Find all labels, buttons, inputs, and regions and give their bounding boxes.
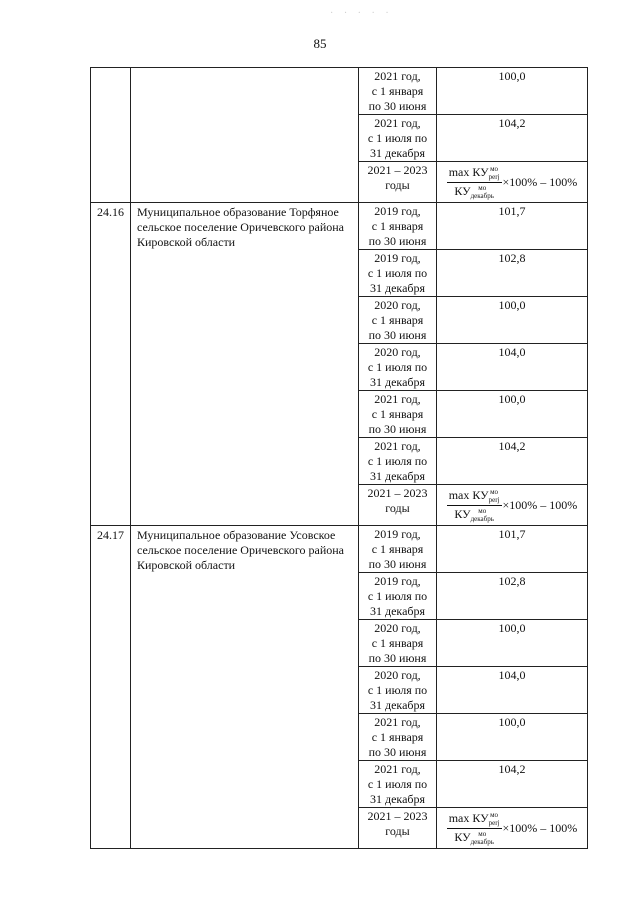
period-cell: 2021 год, с 1 января по 30 июня bbox=[359, 391, 437, 438]
formula-sup: мо bbox=[478, 184, 487, 193]
period-cell: 2021 – 2023 годы bbox=[359, 162, 437, 203]
index-value-cell: 104,2 bbox=[437, 115, 588, 162]
index-value-cell: 101,7 bbox=[437, 526, 588, 573]
municipality-name: Муниципальное образование Усовское сельское поселение Оричевского района Кировской области bbox=[131, 526, 359, 849]
formula-tail: ×100% – 100% bbox=[502, 498, 578, 512]
formula-sub: perj bbox=[488, 496, 500, 504]
period-cell: 2021 год, с 1 июля по 31 декабря bbox=[359, 761, 437, 808]
formula-sup: мо bbox=[478, 830, 487, 839]
period-cell: 2021 – 2023 годы bbox=[359, 808, 437, 849]
period-cell: 2021 год, с 1 июля по 31 декабря bbox=[359, 115, 437, 162]
section-number: 24.17 bbox=[91, 526, 131, 849]
period-cell: 2019 год, с 1 июля по 31 декабря bbox=[359, 573, 437, 620]
table-row bbox=[91, 68, 588, 115]
scan-noise: · · · · · bbox=[330, 8, 393, 19]
formula-sub: декабрь bbox=[470, 838, 494, 847]
growth-formula bbox=[437, 809, 587, 848]
period-cell: 2019 год, с 1 июля по 31 декабря bbox=[359, 250, 437, 297]
formula-sub: perj bbox=[488, 819, 500, 827]
formula-tail: ×100% – 100% bbox=[502, 821, 578, 835]
period-cell: 2019 год, с 1 января по 30 июня bbox=[359, 203, 437, 250]
formula-sub: декабрь bbox=[470, 515, 494, 524]
formula-cell bbox=[437, 162, 588, 203]
index-value-cell: 100,0 bbox=[437, 620, 588, 667]
formula-sup: мо bbox=[490, 488, 499, 496]
formula-denominator bbox=[452, 829, 496, 846]
formula-fraction bbox=[447, 488, 502, 524]
period-cell: 2020 год, с 1 января по 30 июня bbox=[359, 297, 437, 344]
index-value-cell: 102,8 bbox=[437, 573, 588, 620]
formula-cell bbox=[437, 485, 588, 526]
period-cell: 2021 год, с 1 июля по 31 декабря bbox=[359, 438, 437, 485]
municipality-name bbox=[131, 68, 359, 203]
period-cell: 2019 год, с 1 января по 30 июня bbox=[359, 526, 437, 573]
formula-sub: декабрь bbox=[470, 192, 494, 201]
formula-sub: perj bbox=[488, 173, 500, 181]
municipality-name: Муниципальное образование Торфяное сельское поселение Оричевского района Кировской области bbox=[131, 203, 359, 526]
section-number: 24.16 bbox=[91, 203, 131, 526]
formula-fraction bbox=[447, 165, 502, 201]
period-cell: 2021 год, с 1 января по 30 июня bbox=[359, 714, 437, 761]
section-number bbox=[91, 68, 131, 203]
formula-sup: мо bbox=[490, 165, 499, 173]
formula-fraction bbox=[447, 811, 502, 847]
formula-denominator bbox=[452, 183, 496, 200]
formula-ku: КУ bbox=[454, 184, 471, 198]
index-value-cell: 100,0 bbox=[437, 714, 588, 761]
period-cell: 2020 год, с 1 июля по 31 декабря bbox=[359, 667, 437, 714]
formula-max-ku: max КУ bbox=[448, 810, 489, 825]
growth-formula bbox=[437, 163, 587, 202]
index-value-cell: 100,0 bbox=[437, 297, 588, 344]
table-row bbox=[91, 526, 588, 573]
formula-numerator bbox=[447, 488, 502, 506]
period-cell: 2021 год, с 1 января по 30 июня bbox=[359, 68, 437, 115]
period-cell: 2020 год, с 1 января по 30 июня bbox=[359, 620, 437, 667]
index-value-cell: 104,0 bbox=[437, 667, 588, 714]
period-cell: 2021 – 2023 годы bbox=[359, 485, 437, 526]
tariff-table bbox=[90, 67, 588, 849]
period-cell: 2020 год, с 1 июля по 31 декабря bbox=[359, 344, 437, 391]
formula-denominator bbox=[452, 506, 496, 523]
formula-tail: ×100% – 100% bbox=[502, 175, 578, 189]
index-value-cell: 100,0 bbox=[437, 391, 588, 438]
index-value-cell: 104,2 bbox=[437, 438, 588, 485]
index-value-cell: 104,2 bbox=[437, 761, 588, 808]
growth-formula bbox=[437, 486, 587, 525]
table-row bbox=[91, 203, 588, 250]
formula-sup: мо bbox=[478, 507, 487, 516]
formula-numerator bbox=[447, 165, 502, 183]
index-value-cell: 104,0 bbox=[437, 344, 588, 391]
formula-cell bbox=[437, 808, 588, 849]
formula-sup: мо bbox=[490, 811, 499, 819]
formula-ku: КУ bbox=[454, 507, 471, 521]
index-value-cell: 100,0 bbox=[437, 68, 588, 115]
page-number: 85 bbox=[313, 36, 327, 51]
index-value-cell: 101,7 bbox=[437, 203, 588, 250]
formula-max-ku: max КУ bbox=[448, 487, 489, 502]
formula-ku: КУ bbox=[454, 830, 471, 844]
index-value-cell: 102,8 bbox=[437, 250, 588, 297]
formula-max-ku: max КУ bbox=[448, 164, 489, 179]
formula-numerator bbox=[447, 811, 502, 829]
